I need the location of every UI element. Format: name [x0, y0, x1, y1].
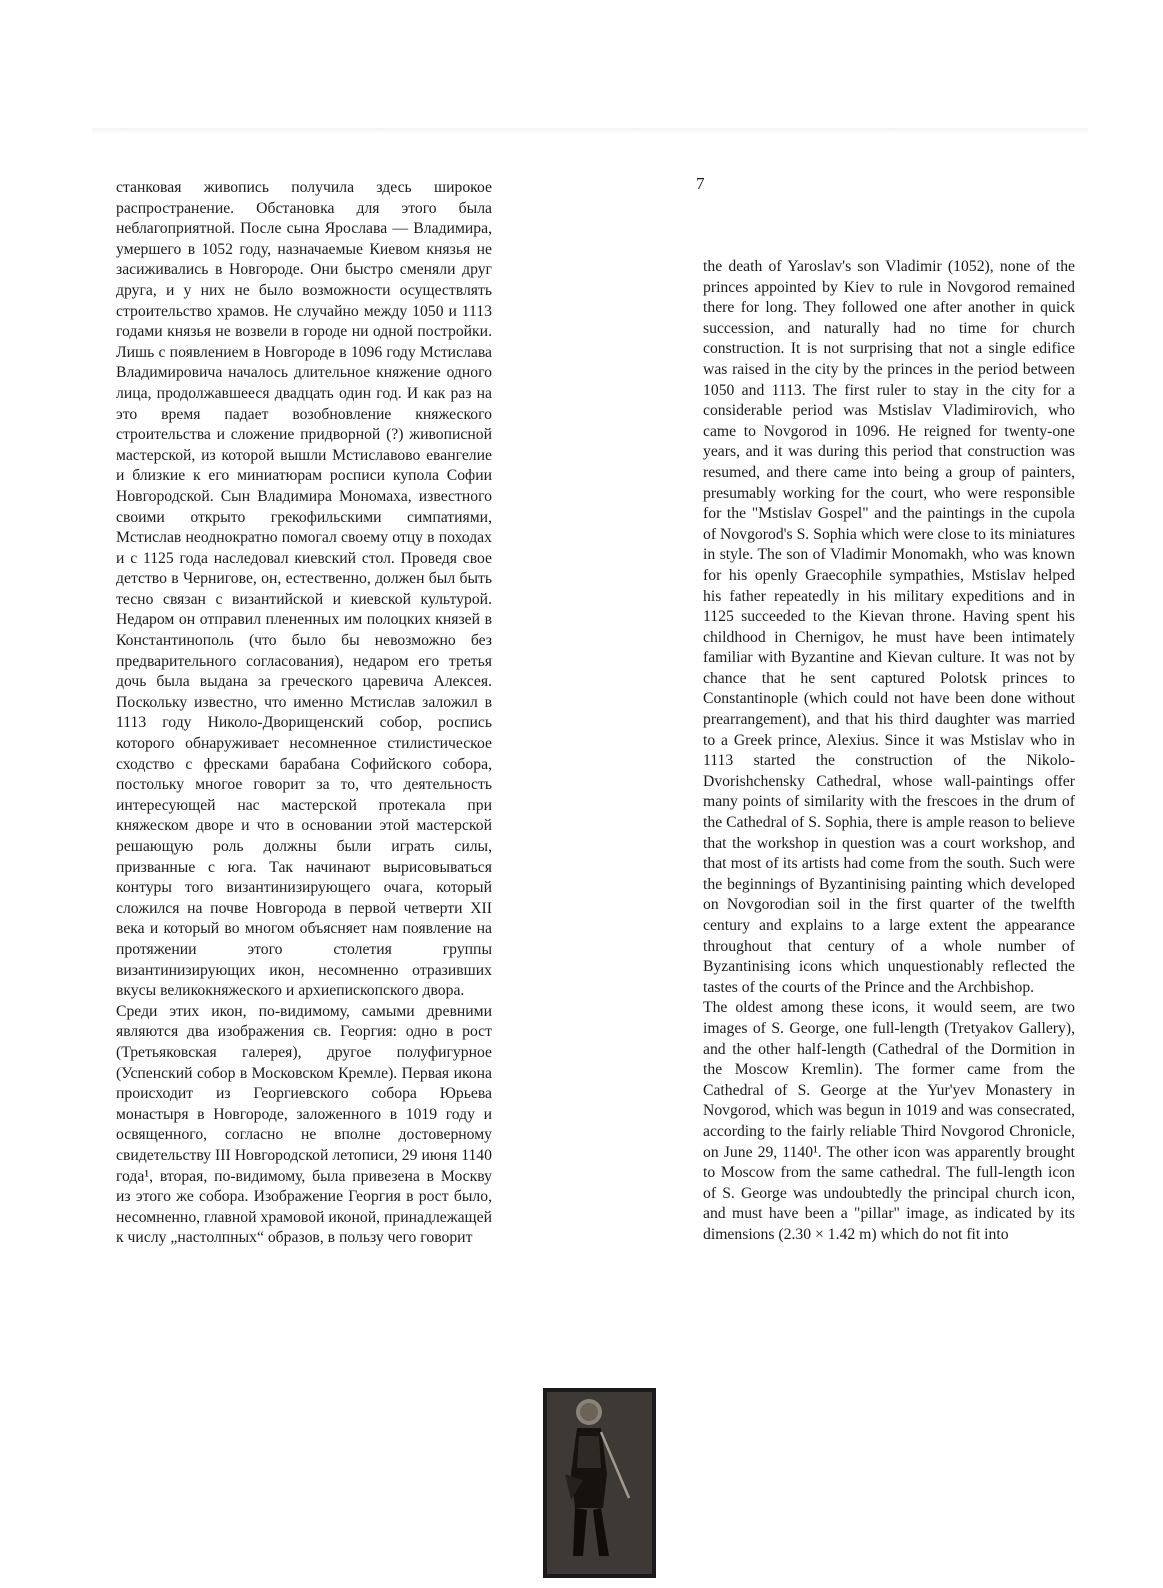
russian-paragraph-1: станковая живопись получила здесь широкое распространение. Обстановка для этого была неблагоприятной. После сына Ярослава — Владимира, умершего в 1052 году, назначаемые Киевом князья не засиживались в Новгороде. Они быстро сменяли друг друга, и у них не было возможности осуществлять строительство храмов. Не случайно между 1050 и 1113 годами князья не возвели в городе ни одной постройки. Лишь с появлением в Новгороде в 1096 году Мстислава Владимировича началось длительное княжение одного лица, продолжавшееся двадцать один год. И как раз на это время падает возобновление княжеского строительства и сложение придворной (?) живописной мастерской, из которой вышли Мстиславово евангелие и близкие к его миниатюрам росписи купола Софии Новгородской. Сын Владимира Мономаха, известного своими открыто грекофильскими симпатиями, Мстислав неоднократно помогал своему отцу в походах и с 1125 года наследовал киевский стол. Проведя свое детство в Чернигове, он, естественно, должен был быть тесно связан с византийской и киевской культурой. Недаром он отправил плененных им полоцких князей в Константинополь (что было бы невозможно без предварительного согласования), недаром его третья дочь была выдана за греческого царевича Алексея. Поскольку известно, что именно Мстислав заложил в 1113 году Николо-Дворищенский собор, роспись которого обнаруживает несомненное стилистическое сходство с фресками барабана Софийского собора, постольку многое говорит за то, что деятельность интересующей нас мастерской протекала при княжеском дворе и что в основании этой мастерской решающую роль должны были играть силы, призванные с юга. Так начинают вырисовываться контуры того византинизирующего очага, который сложился на почве Новгорода в первой четверти XII века и который во многом объясняет нам появление на протяжении этого столетия группы византинизирующих икон, несомненно отразивших вкусы великокняжеского и архиепископского двора.: [116, 179, 492, 1000]
icon-thumbnail-image: [543, 1388, 656, 1578]
scan-edge-shadow: [92, 128, 1088, 134]
english-text-column: [703, 257, 1075, 1246]
english-paragraph-2: The oldest among these icons, it would seem, are two images of S. George, one full-length (Tretyakov Gallery), and the other half-length (Cathedral of the Dormition in the Moscow Kremlin). The former came from the Cathedral of S. George at the Yur'yev Monastery in Novgorod, which was begun in 1019 and was consecrated, according to the fairly reliable Third Novgorod Chronicle, on June 29, 1140¹. The other icon was apparently brought to Moscow from the same cathedral. The full-length icon of S. George was undoubtedly the principal church icon, and must have been a "pillar" image, as indicated by its dimensions (2.30 × 1.42 m) which do not fit into: [703, 999, 1075, 1243]
english-paragraph-1: the death of Yaroslav's son Vladimir (1052), none of the princes appointed by Kiev to rule in Novgorod remained there for long. They followed one after another in quick succession, and naturally had no time for church construction. It is not surprising that not a single edifice was raised in the city by the princes in the period between 1050 and 1113. The first ruler to stay in the city for a considerable period was Mstislav Vladimirovich, who came to Novgorod in 1096. He reigned for twenty-one years, and it was during this period that construction was resumed, and there came into being a group of painters, presumably working for the court, who were responsible for the "Mstislav Gospel" and the paintings in the cupola of Novgorod's S. Sophia which were close to its miniatures in style. The son of Vladimir Monomakh, who was known for his openly Graecophile sympathies, Mstislav helped his father repeatedly in his military expeditions and in 1125 succeeded to the Kievan throne. Having spent his childhood in Chernigov, he must have been intimately familiar with Byzantine and Kievan culture. It was not by chance that he sent captured Polotsk princes to Constantinople (which could not have been done without prearrangement), and that his third daughter was married to a Greek prince, Alexius. Since it was Mstislav who in 1113 started the construction of the Nikolo-Dvorishchensky Cathedral, whose wall-paintings offer many points of similarity with the frescoes in the drum of the Cathedral of S. Sophia, there is ample reason to believe that the workshop in question was a court workshop, and that most of its artists had come from the south. Such were the beginnings of Byzantinising painting which developed on Novgorodian soil in the first quarter of the twelfth century and explains to a large extent the appearance throughout that century of a whole number of Byzantinising icons which unquestionably reflected the tastes of the courts of the Prince and the Archbishop.: [703, 258, 1075, 996]
russian-text-column: [116, 178, 492, 1249]
page-number: 7: [696, 174, 705, 193]
figure-number: 3: [594, 1430, 598, 1439]
russian-paragraph-2: Среди этих икон, по-видимому, самыми древними являются два изображения св. Георгия: одно в рост (Третьяковская галерея), другое полуфигурное (Успенский собор в Московском Кремле). Первая икона происходит из Георгиевского собора Юрьева монастыря в Новгороде, заложенного в 1019 году и освященного, согласно не вполне достоверному свидетельству III Новгородской летописи, 29 июня 1140 года¹, вторая, по-видимому, была привезена в Москву из этого же собора. Изображение Георгия в рост было, несомненно, главной храмовой иконой, принадлежащей к числу „настолпных“ образов, в пользу чего говорит: [116, 1002, 492, 1247]
saint-george-icon: [543, 1388, 656, 1578]
